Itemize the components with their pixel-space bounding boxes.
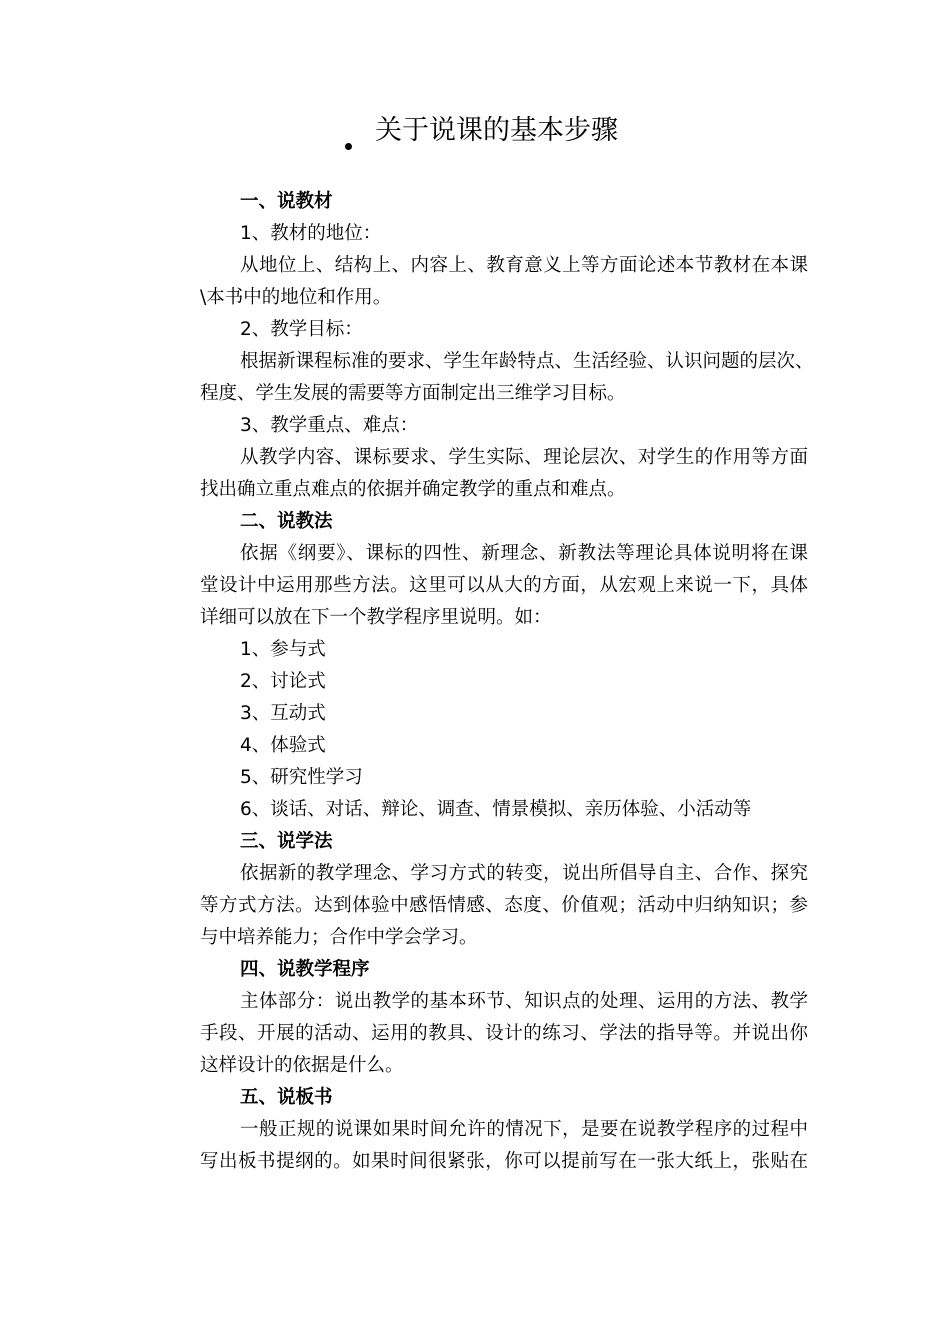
paragraph-line: 写出板书提纲的。如果时间很紧张，你可以提前写在一张大纸上，张贴在 xyxy=(200,1151,808,1172)
paragraph-line: 等方式方法。达到体验中感悟情感、态度、价值观；活动中归纳知识；参 xyxy=(200,895,808,916)
document-body xyxy=(200,186,814,1178)
subheading: 2、教学目标： xyxy=(240,319,363,340)
paragraph-line: 依据新的教学理念、学习方式的转变，说出所倡导自主、合作、探究 xyxy=(240,863,808,884)
subheading: 3、教学重点、难点： xyxy=(240,415,419,436)
section-heading: 五、说板书 xyxy=(240,1087,333,1108)
list-item: 4、体验式 xyxy=(240,735,326,756)
paragraph-line: 依据《纲要》、课标的四性、新理念、新教法等理论具体说明将在课 xyxy=(240,543,808,564)
page-title: 关于说课的基本步骤 xyxy=(375,115,618,146)
paragraph-line: 一般正规的说课如果时间允许的情况下，是要在说教学程序的过程中 xyxy=(240,1119,808,1140)
paragraph-line: 堂设计中运用那些方法。这里可以从大的方面，从宏观上来说一下，具体 xyxy=(200,575,808,596)
section-heading: 二、说教法 xyxy=(240,511,333,532)
paragraph-line: 手段、开展的活动、运用的教具、设计的练习、学法的指导等。并说出你 xyxy=(200,1023,808,1044)
paragraph-line: 找出确立重点难点的依据并确定教学的重点和难点。 xyxy=(200,479,626,500)
paragraph-line: 从地位上、结构上、内容上、教育意义上等方面论述本节教材在本课 xyxy=(240,255,808,276)
list-item: 6、谈话、对话、辩论、调查、情景模拟、亲历体验、小活动等 xyxy=(240,799,752,820)
list-item: 3、互动式 xyxy=(240,703,326,724)
section-heading: 四、说教学程序 xyxy=(240,959,370,980)
section-heading: 三、说学法 xyxy=(240,831,333,852)
subheading: 1、教材的地位： xyxy=(240,223,382,244)
paragraph-line: 详细可以放在下一个教学程序里说明。如： xyxy=(200,607,552,628)
list-item: 5、研究性学习 xyxy=(240,767,363,788)
paragraph-line: 根据新课程标准的要求、学生年龄特点、生活经验、认识问题的层次、 xyxy=(240,351,814,372)
paragraph-line: 这样设计的依据是什么。 xyxy=(200,1055,404,1076)
paragraph-line: 从教学内容、课标要求、学生实际、理论层次、对学生的作用等方面 xyxy=(240,447,808,468)
paragraph-line: 与中培养能力；合作中学会学习。 xyxy=(200,927,478,948)
paragraph-line: \本书中的地位和作用。 xyxy=(200,287,392,308)
list-item: 2、讨论式 xyxy=(240,671,326,692)
paragraph-line: 主体部分：说出教学的基本环节、知识点的处理、运用的方法、教学 xyxy=(240,991,808,1012)
title-bullet-icon xyxy=(345,143,352,150)
paragraph-line: 程度、学生发展的需要等方面制定出三维学习目标。 xyxy=(200,383,626,404)
section-heading: 一、说教材 xyxy=(240,191,333,212)
list-item: 1、参与式 xyxy=(240,639,326,660)
